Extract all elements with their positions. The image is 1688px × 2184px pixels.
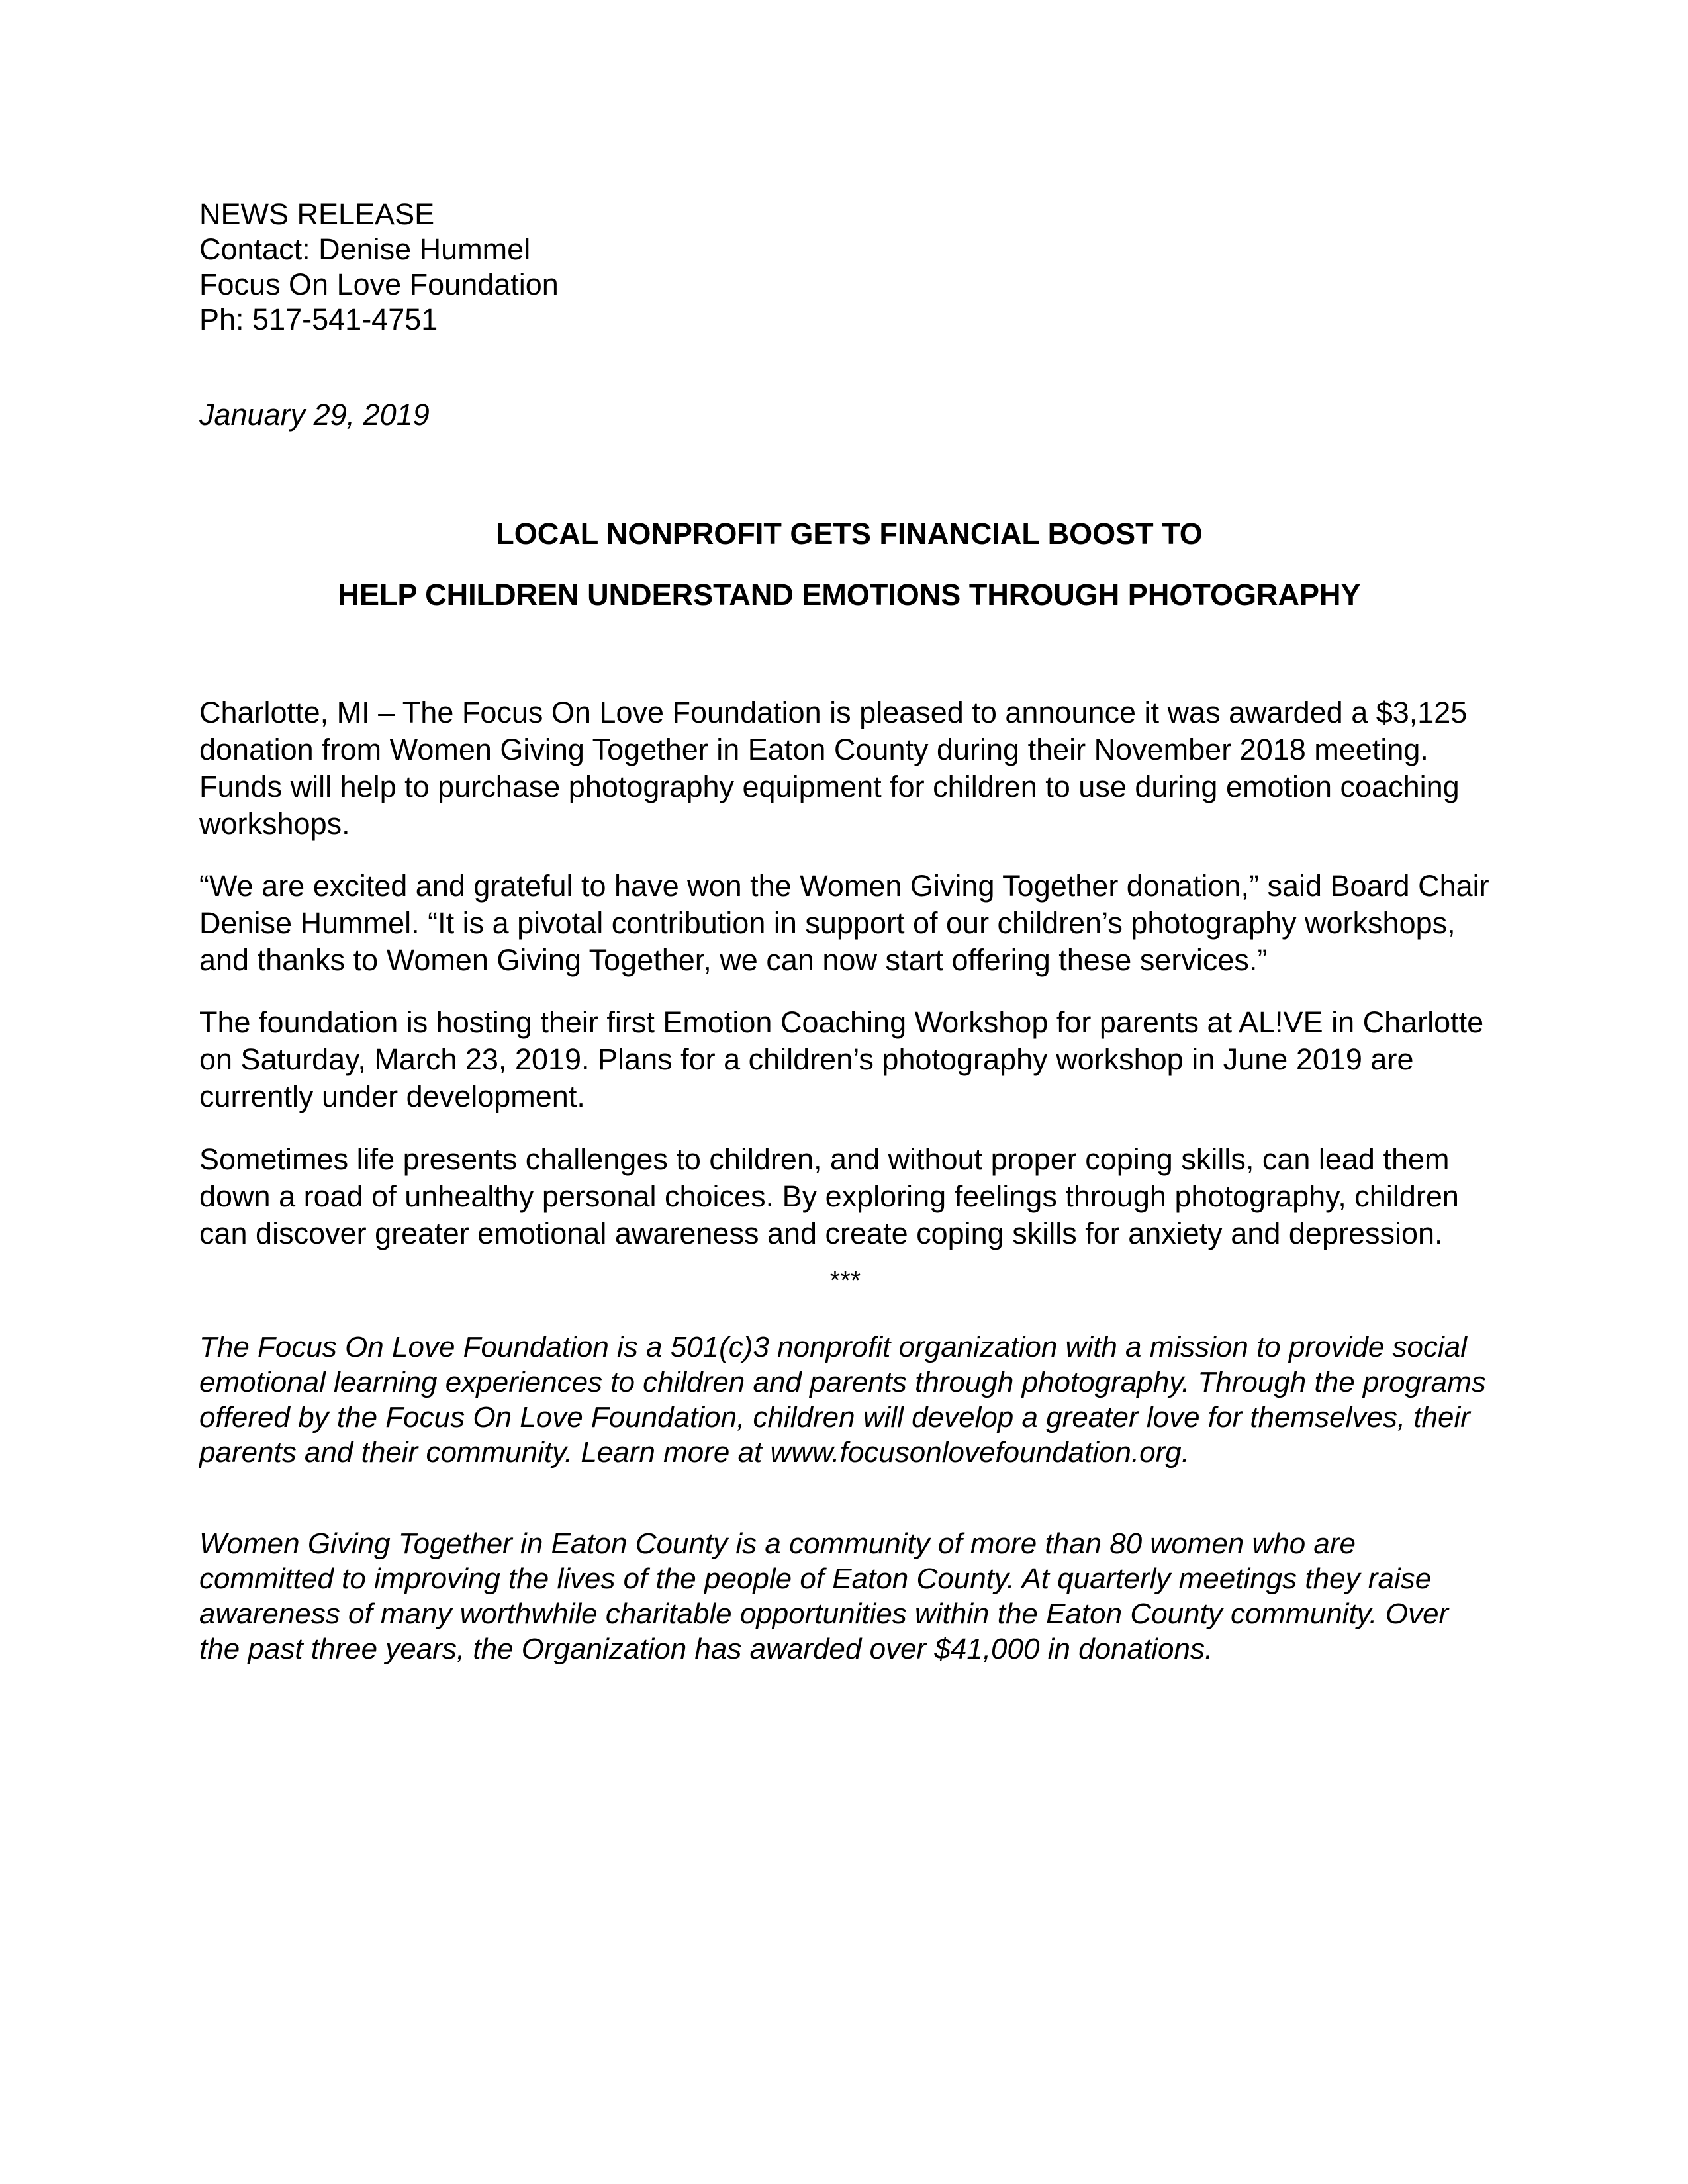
release-date: January 29, 2019 (199, 398, 430, 432)
boilerplate-women-giving-together: Women Giving Together in Eaton County is a community of more than 80 women who are committed to improving the lives of the people of Eaton County. At quarterly meetings they raise awareness of many worthwhile charitable opportunities within the Eaton County community. Over the past three years, the Organization has awarded over $41,000 in donations. (199, 1527, 1449, 1665)
contact-phone: Ph: 517-541-4751 (199, 302, 438, 336)
section-separator: *** (829, 1266, 861, 1295)
headline-line-1: LOCAL NONPROFIT GETS FINANCIAL BOOST TO (496, 517, 1203, 551)
contact-name: Contact: Denise Hummel (199, 232, 531, 266)
body-paragraph-workshop: The foundation is hosting their first Emotion Coaching Workshop for parents at AL!VE in Charlotte on Saturday, March 23, 2019. Plans for a children’s photography workshop in June 2019 are currently under development. (199, 1005, 1484, 1113)
release-label: NEWS RELEASE (199, 197, 435, 231)
contact-header (199, 197, 1490, 337)
boilerplate-foundation: The Focus On Love Foundation is a 501(c)3 nonprofit organization with a mission to provide social emotional learning experiences to children and parents through photography. Through the programs offered by the Focus On Love Foundation, children will develop a greater love for themselves, their parents and their community. Learn more at www.focusonlovefoundation.org. (199, 1331, 1486, 1469)
body-paragraph-mission: Sometimes life presents challenges to children, and without proper coping skills, can lead them down a road of unhealthy personal choices. By exploring feelings through photography, children can discover greater emotional awareness and create coping skills for anxiety and depression. (199, 1142, 1459, 1250)
headline-line-2: HELP CHILDREN UNDERSTAND EMOTIONS THROUGH PHOTOGRAPHY (338, 578, 1361, 612)
organization-name: Focus On Love Foundation (199, 267, 559, 301)
body-paragraph-quote: “We are excited and grateful to have won the Women Giving Together donation,” said Board Chair Denise Hummel. “It is a pivotal contribution in support of our children’s photography workshops, and thanks to Women Giving Together, we can now start offering these services.” (199, 869, 1489, 977)
body-paragraph-announcement: Charlotte, MI – The Focus On Love Foundation is pleased to announce it was awarded a $3,125 donation from Women Giving Together in Eaton County during their November 2018 meeting. Funds will help to purchase photography equipment for children to use during emotion coaching workshops. (199, 696, 1468, 841)
